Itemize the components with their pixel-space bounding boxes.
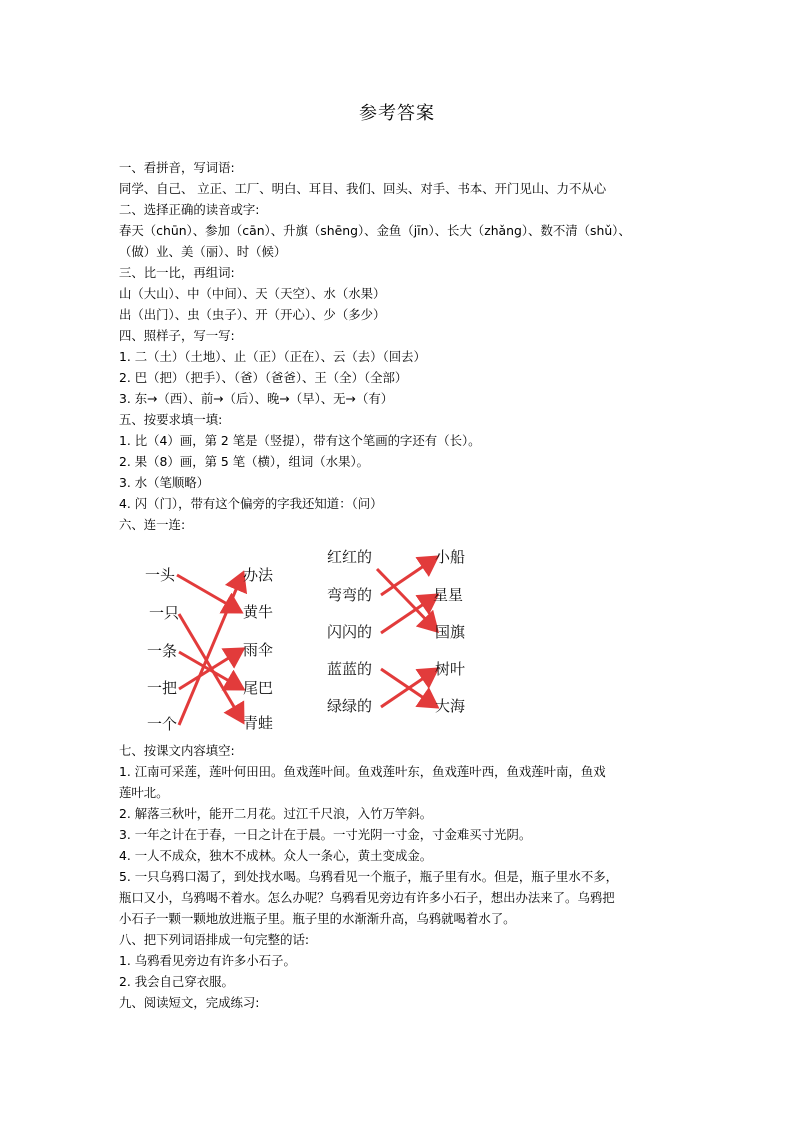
answer-line: 4. 一人不成众，独木不成林。众人一条心，黄土变成金。 xyxy=(119,848,433,863)
arrow-yitou-huangniu xyxy=(177,575,241,612)
section-heading: 五、按要求填一填: xyxy=(119,412,223,427)
object-word: 树叶 xyxy=(435,660,466,678)
answer-line: （做）业、美（丽）、时（候） xyxy=(119,244,287,259)
section-heading: 三、比一比，再组词: xyxy=(119,265,235,280)
noun-word: 黄牛 xyxy=(243,603,274,621)
section-heading: 二、选择正确的读音或字: xyxy=(119,202,260,217)
object-word: 小船 xyxy=(435,548,466,566)
answer-line: 2. 我会自己穿衣服。 xyxy=(119,974,234,989)
matching-diagram xyxy=(119,539,479,743)
adjective-word: 红红的 xyxy=(327,548,373,566)
answer-line: 莲叶北。 xyxy=(119,785,169,800)
noun-word: 尾巴 xyxy=(243,679,274,697)
section-heading: 六、连一连: xyxy=(119,517,186,532)
answer-line: 瓶口又小，乌鸦喝不着水。怎么办呢？乌鸦看见旁边有许多小石子，想出办法来了。乌鸦把 xyxy=(119,890,615,905)
answer-line: 小石子一颗一颗地放进瓶子里。瓶子里的水渐渐升高，乌鸦就喝着水了。 xyxy=(119,911,516,926)
adjective-word: 蓝蓝的 xyxy=(327,660,373,678)
answer-line: 1. 江南可采莲，莲叶何田田。鱼戏莲叶间。鱼戏莲叶东，鱼戏莲叶西，鱼戏莲叶南，鱼戏 xyxy=(119,764,606,779)
adjective-word: 弯弯的 xyxy=(327,586,373,604)
answer-line: 同学、自己、 立正、工厂、明白、耳目、我们、回头、对手、书本、开门见山、力不从心 xyxy=(119,181,607,196)
answer-line: 4. 闪（门），带有这个偏旁的字我还知道：（问） xyxy=(119,496,383,511)
measure-word: 一头 xyxy=(145,566,176,584)
measure-word: 一只 xyxy=(149,604,180,622)
noun-word: 雨伞 xyxy=(243,641,274,659)
answer-line: 2. 果（8）画，第 5 笔（横），组词（水果）。 xyxy=(119,454,370,469)
answer-line: 春天（chūn）、参加（cān）、升旗（shēng）、金鱼（jīn）、长大（zhǎng）、数不清（shǔ）、 xyxy=(119,223,631,238)
page-title: 参考答案 xyxy=(359,103,435,124)
measure-word: 一把 xyxy=(147,679,178,697)
section-heading: 四、照样子，写一写: xyxy=(119,328,235,343)
object-word: 国旗 xyxy=(435,623,466,641)
answer-line: 2. 巴（把）（把手）、（爸）（爸爸）、王（全）（全部） xyxy=(119,370,408,385)
arrow-wanwan-xiaochuan xyxy=(381,557,437,595)
noun-word: 青蛙 xyxy=(243,714,274,732)
answer-line: 1. 二（土）（土地）、止（正）（正在）、云（去）（回去） xyxy=(119,349,426,364)
adjective-word: 绿绿的 xyxy=(327,697,373,715)
measure-word: 一个 xyxy=(147,715,178,733)
object-word: 星星 xyxy=(433,586,464,604)
adjective-word: 闪闪的 xyxy=(327,623,373,641)
answer-line: 山（大山）、中（中间）、天（天空）、水（水果） xyxy=(119,286,386,301)
measure-word: 一条 xyxy=(147,642,178,660)
answer-line: 1. 乌鸦看见旁边有许多小石子。 xyxy=(119,953,296,968)
section-heading: 九、阅读短文，完成练习: xyxy=(119,995,260,1010)
answer-line: 3. 水（笔顺略） xyxy=(119,475,210,490)
answer-line: 3. 东→（西）、前→（后）、晚→（早）、无→（有） xyxy=(119,391,394,406)
answer-line: 1. 比（4）画，第 2 笔是（竖提），带有这个笔画的字还有（长）。 xyxy=(119,433,481,448)
answer-line: 出（出门）、虫（虫子）、开（开心）、少（多少） xyxy=(119,307,386,322)
section-heading: 八、把下列词语排成一句完整的话: xyxy=(119,932,310,947)
section-heading: 一、看拼音，写词语: xyxy=(119,160,235,175)
section-heading: 七、按课文内容填空: xyxy=(119,743,235,758)
answer-line: 5. 一只乌鸦口渴了，到处找水喝。乌鸦看见一个瓶子，瓶子里有水。但是，瓶子里水不多， xyxy=(119,869,618,884)
answer-line: 3. 一年之计在于春，一日之计在于晨。一寸光阴一寸金，寸金难买寸光阴。 xyxy=(119,827,532,842)
answer-line: 2. 解落三秋叶，能开二月花。过江千尺浪，入竹万竿斜。 xyxy=(119,806,433,821)
noun-word: 办法 xyxy=(243,566,274,584)
object-word: 大海 xyxy=(435,697,466,715)
